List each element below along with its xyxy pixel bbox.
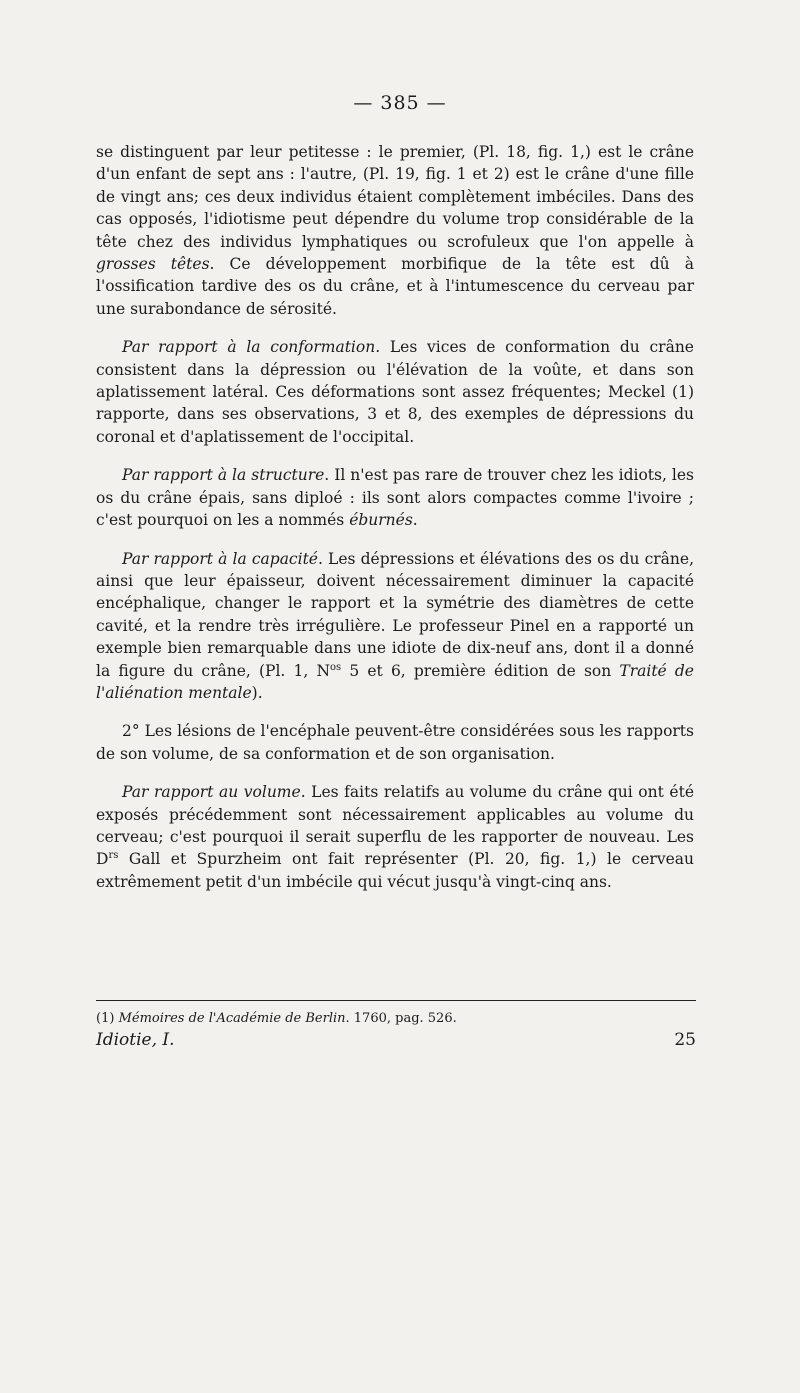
- signature-number: 25: [674, 1030, 696, 1050]
- italic-run: Traité de l'aliénation mentale: [96, 661, 694, 702]
- text-run: se distinguent par leur petitesse : le premier, (Pl. 18, fig. 1,) est le crâne d'un enfant de sept ans : l'autre, (Pl. 19, fig. 1 et 2) est le crâne d'une fille de vingt ans; ces deux individus étaient complètement imbéciles. Dans des cas opposés, l'idiotisme peut dépendre du volume trop considérable de la tête chez des individus lymphatiques ou scrofuleux que l'on appelle à: [96, 143, 694, 251]
- text-run: .: [412, 511, 418, 530]
- italic-run: grosses têtes: [96, 255, 210, 274]
- paragraph: [96, 548, 694, 705]
- paragraph: [96, 336, 694, 448]
- italic-run: éburnés: [349, 511, 413, 530]
- italic-run: Par rapport à la conformation: [122, 338, 376, 357]
- text-run: ).: [251, 683, 263, 702]
- paragraph: [96, 141, 694, 320]
- paragraph: [96, 781, 694, 893]
- footnote-rest: . 1760, pag. 526.: [345, 1011, 457, 1026]
- text-run: . Il n'est pas rare de trouver chez les idiots, les os du crâne épais, sans diploé : ils sont alors compactes comme l'ivoire ; c'est pourquoi on les a nommés: [96, 466, 694, 530]
- text-run: . Les vices de conformation du crâne consistent dans la dépression ou l'élévation de la voûte, et dans son aplatissement latéral. Ces déformations sont assez fréquentes; Meckel (1) rapporte, dans ses observations, 3 et 8, des exemples de dépressions du coronal et d'aplatissement de l'occipital.: [96, 338, 694, 446]
- footnote-marker: (1): [96, 1011, 115, 1026]
- text-run: . Ce développement morbifique de la tête est dû à l'ossification tardive des os du crâne, et à l'intumescence du cerveau par une surabondance de sérosité.: [96, 255, 694, 318]
- italic-run: Par rapport au volume: [122, 783, 301, 802]
- text-run: . Les dépressions et élévations des os du crâne, ainsi que leur épaisseur, doivent nécessairement diminuer la capacité encéphalique, changer le rapport et la symétrie des diamètres de cette cavité, et la rendre très irrégulière. Le professeur Pinel en a rapporté un exemple bien remarquable dans une idiote de dix-neuf ans, dont il a donné la figure du crâne, (Pl. 1, N: [96, 549, 695, 680]
- footnote: [96, 1010, 696, 1027]
- paragraph: [96, 464, 694, 531]
- signature-label: Idiotie, I.: [96, 1030, 175, 1050]
- paragraph: [96, 720, 694, 765]
- text-run: 2° Les lésions de l'encéphale peuvent-être considérées sous les rapports de son volume, de sa conformation et de son organisation.: [96, 722, 694, 763]
- footnote-title: Mémoires de l'Académie de Berlin: [118, 1011, 346, 1026]
- italic-run: Par rapport à la structure: [122, 466, 325, 485]
- text-run: 5 et 6, première édition de son: [341, 661, 620, 680]
- page-number: — 385 —: [353, 92, 447, 114]
- superscript-run: os: [330, 661, 342, 673]
- superscript-run: rs: [108, 850, 119, 862]
- italic-run: Par rapport à la capacité: [122, 549, 318, 568]
- body-text: [96, 141, 694, 909]
- footnote-rule: [96, 1000, 696, 1001]
- text-run: . Les faits relatifs au volume du crâne qui ont été exposés précédemment sont nécessairement applicables au volume du cerveau; c'est pourquoi il serait superflu de les rapporter de nouveau. Les D: [96, 783, 694, 869]
- text-run: Gall et Spurzheim ont fait représenter (Pl. 20, fig. 1,) le cerveau extrêmement petit d'un imbécile qui vécut jusqu'à vingt-cinq ans.: [96, 850, 694, 891]
